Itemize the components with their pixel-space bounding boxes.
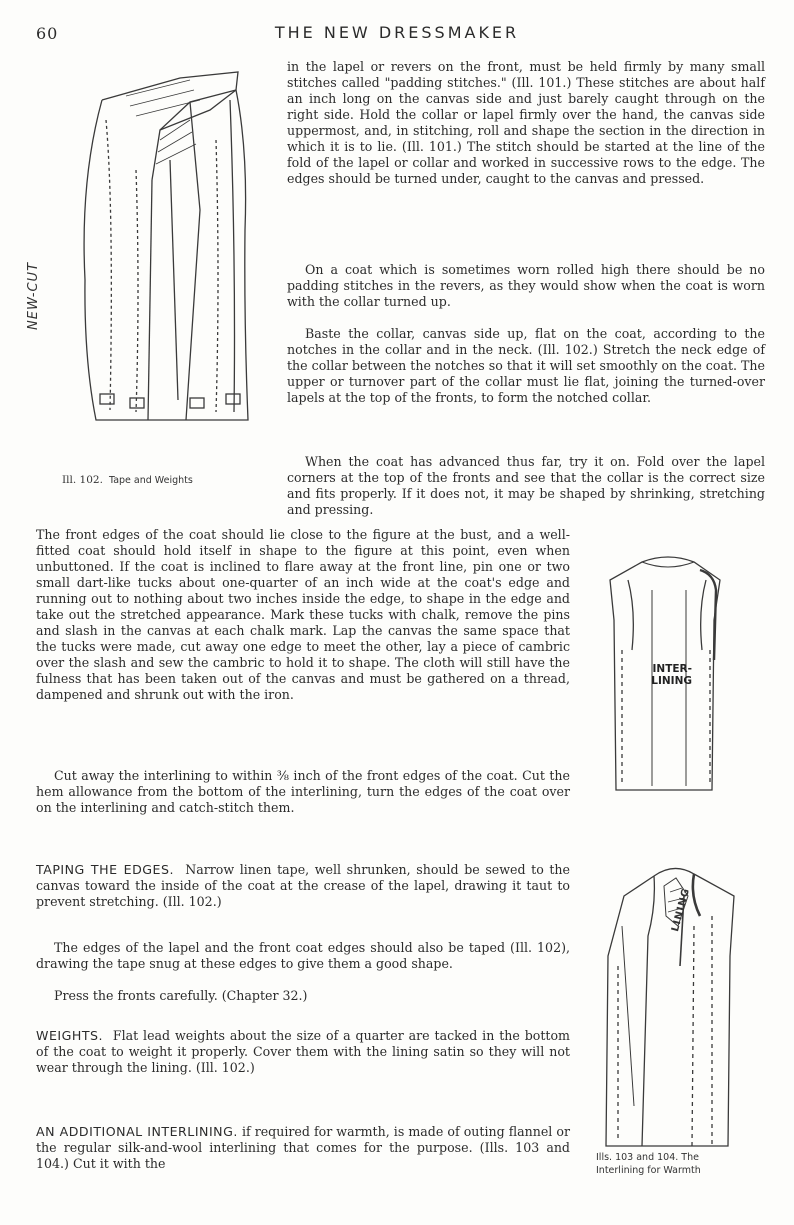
caption-ill-102-text: Tape and Weights (108, 475, 193, 486)
paragraph-front-edges: The front edges of the coat should lie close to the figure at the bust, and a well-fitted coat should hold itself in shape to the figure at this point, even when unbuttoned. If the coat is inclined to flare away at the front line, pin one or two small dart-like tucks about one-quarter of an inch wide at the coat's edge and running out to nothing about two inches inside the edge, to shape in the edge and take out the stretched appearance. Mark these tucks with chalk, remove the pins and slash in the canvas at each chalk mark. Lap the canvas the same space that the tucks were made, cut away one edge to meet the other, lay a piece of cambric over the slash and sew the cambric to hold it to shape. The cloth will still have the fulness that has been taken out of the canvas and must be gathered on a thread, dampened and shrunk out with the iron. (36, 527, 570, 702)
paragraph-additional-interlining (36, 1124, 570, 1172)
caption-ill-103-104 (596, 1151, 766, 1177)
heading-additional-interlining: AN ADDITIONAL INTERLINING. (36, 1124, 238, 1139)
paragraph-weights-text: Flat lead weights about the size of a quarter are tacked in the bottom of the coat to weight it properly. Cover them with the lining satin so they will not wear through the lining. (Ill. 102.) (36, 1028, 570, 1075)
paragraph-press-fronts-text: Press the fronts carefully. (Chapter 32.) (54, 988, 308, 1003)
paragraph-rolled-high-text: On a coat which is sometimes worn rolled high there should be no padding stitches in the revers, as they would show when the coat is worn with the collar turned up. (287, 262, 765, 309)
lining-label: LINING (670, 886, 693, 933)
paragraph-baste-collar-text: Baste the collar, canvas side up, flat on the coat, according to the notches in the collar and in the neck. (Ill. 102.) Stretch the neck edge of the collar between the notches so that it will set smoothly on the coat. The upper or turnover part of the collar must lie flat, joining the turned-over lapels at the top of the fronts, to form the notched collar. (287, 326, 765, 405)
paragraph-additional-interlining-text: if required for warmth, is made of outing flannel or the regular silk-and-wool interlining that comes for the purpose. (Ills. 103 and 104.) Cut it with the (36, 1124, 570, 1171)
paragraph-cut-interlining-text: Cut away the interlining to within ⅜ inch of the front edges of the coat. Cut the hem allowance from the bottom of the interlining, turn the edges of the coat over on the interlining and catch-stitch them. (36, 768, 570, 815)
caption-ill-102-label: Ill. 102. (62, 474, 103, 486)
illustration-102-coat-front (40, 60, 270, 432)
heading-taping-edges: TAPING THE EDGES. (36, 862, 175, 877)
paragraph-try-on-text: When the coat has advanced thus far, try it on. Fold over the lapel corners at the top of the fronts and see that the collar is the correct size and fits properly. If it does not, it may be shaped by shrinking, stretching and pressing. (287, 454, 765, 517)
caption-ill-103-104-line1: Ills. 103 and 104. The (596, 1152, 699, 1163)
paragraph-weights (36, 1028, 570, 1076)
paragraph-taping-edges (36, 862, 570, 910)
paragraph-cut-interlining (36, 768, 570, 816)
paragraph-baste-collar (287, 326, 765, 406)
paragraph-rolled-high (287, 262, 765, 310)
paragraph-edges-taped-text: The edges of the lapel and the front coat edges should also be taped (Ill. 102), drawing the tape snug at these edges to give them a good shape. (36, 940, 570, 971)
running-head: THE NEW DRESSMAKER (274, 23, 520, 42)
page-number: 60 (36, 24, 59, 43)
paragraph-try-on (287, 454, 765, 518)
paragraph-press-fronts (36, 988, 570, 1004)
paragraph-taping-edges-text: Narrow linen tape, well shrunken, should be sewed to the canvas toward the inside of the coat at the crease of the lapel, drawing it taut to prevent stretching. (Ill. 102.) (36, 862, 571, 909)
new-cut-label: NEW-CUT (26, 261, 41, 330)
paragraph-edges-taped (36, 940, 570, 972)
interlining-label (622, 663, 692, 687)
illustration-104-lining (594, 856, 749, 1156)
caption-ill-103-104-line2: Interlining for Warmth (596, 1165, 701, 1176)
interlining-label-line2: LINING (651, 675, 692, 687)
heading-weights: WEIGHTS. (36, 1028, 104, 1043)
interlining-label-line1: INTER- (652, 663, 692, 675)
paragraph-padding-stitches: in the lapel or revers on the front, must be held firmly by many small stitches called "padding stitches." (Ill. 101.) These stitches are about half an inch long on the canvas side and just barely caught through on the right side. Hold the collar or lapel firmly over the hand, the canvas side uppermost, and, in stitching, roll and shape the section in the direction in which it is to lie. (Ill. 101.) The stitch should be started at the line of the fold of the lapel or collar and worked in successive rows to the edge. The edges should be turned under, caught to the canvas and pressed. (287, 59, 765, 186)
caption-ill-102 (62, 474, 193, 486)
